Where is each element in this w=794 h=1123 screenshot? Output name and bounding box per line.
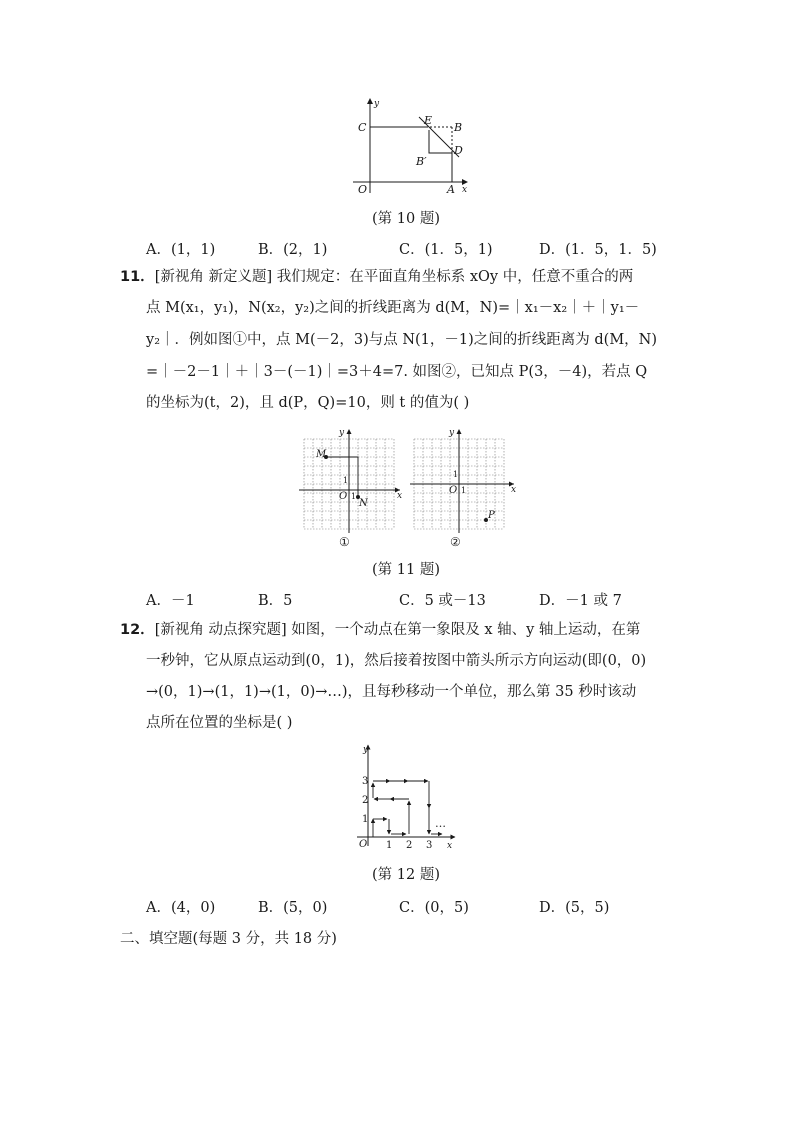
q11-caption: (第 11 题): [372, 562, 440, 578]
q11-option-c: C．5 或－13: [399, 593, 486, 609]
q10-option-a: A．(1，1): [146, 242, 216, 258]
q11-fig2-label-1y: 1: [453, 470, 459, 479]
q10-label-Bprime: B′: [416, 155, 427, 168]
q11-fig2-number: ②: [450, 535, 461, 549]
q10-option-b: B．(2，1): [258, 242, 328, 258]
q12-label-yt3: 3: [362, 776, 369, 787]
q12-option-b: B．(5，0): [258, 900, 328, 916]
q11-fig1-label-O: O: [339, 491, 348, 502]
q11-line-2: 点 M(x₁，y₁)，N(x₂，y₂)之间的折线距离为 d(M，N)=｜x₁－x₂｜＋｜y₁－: [146, 300, 640, 316]
q10-label-y: y: [374, 99, 380, 109]
q11-line-4: =｜－2－1｜＋｜3－(－1)｜=3＋4=7. 如图②，已知点 P(3，－4)，若点 Q: [146, 364, 648, 380]
q10-label-x: x: [462, 185, 468, 195]
q11-option-d: D．－1 或 7: [539, 593, 622, 609]
q10-label-A: A: [447, 183, 455, 196]
q11-line-5: 的坐标为(t，2)，且 d(P，Q)=10，则 t 的值为( ): [146, 395, 470, 411]
q10-label-O: O: [358, 183, 368, 196]
q12-label-t1: 1: [386, 840, 393, 851]
q11-figure-1: [296, 425, 406, 550]
q12-label-yt1: 1: [362, 814, 369, 825]
q10-label-E: E: [424, 114, 433, 127]
q12-label-yt2: 2: [362, 795, 369, 806]
q11-fig1-label-N: N: [359, 498, 368, 509]
q12-figure: [345, 742, 465, 854]
q11-number: 11．: [120, 269, 155, 285]
q10-label-C: C: [358, 121, 367, 134]
q10-label-D: D: [454, 144, 463, 157]
q12-block: [120, 620, 640, 640]
q11-fig1-number: ①: [339, 535, 350, 549]
q11-fig1-label-1y: 1: [343, 476, 349, 485]
q12-label-x: x: [447, 841, 453, 851]
q11-fig1-label-1x: 1: [351, 492, 357, 501]
q12-line-4: 点所在位置的坐标是( ): [146, 715, 293, 731]
q11-fig2-label-1x: 1: [461, 486, 467, 495]
q10-label-B: B: [454, 121, 463, 134]
q12-line-3: →(0，1)→(1，1)→(1，0)→…)，且每秒移动一个单位，那么第 35 秒时该动: [146, 684, 637, 700]
q12-label-t3: 3: [426, 840, 433, 851]
q12-line-1: [新视角 动点探究题] 如图，一个动点在第一象限及 x 轴、y 轴上运动，在第: [154, 622, 641, 638]
q11-figure-2: [408, 425, 520, 550]
q12-label-O: O: [359, 839, 368, 850]
q11-fig2-label-P: P: [488, 510, 495, 521]
q12-caption: (第 12 题): [372, 867, 440, 883]
q12-label-t2: 2: [406, 840, 413, 851]
q11-fig2-label-y: y: [449, 428, 455, 438]
q11-block: [120, 267, 633, 287]
section-title: 二、填空题(每题 3 分，共 18 分): [120, 931, 337, 947]
q12-line-2: 一秒钟，它从原点运动到(0，1)，然后接着按图中箭头所示方向运动(即(0，0): [146, 653, 647, 669]
q11-fig2-label-x: x: [511, 485, 517, 495]
q10-option-d: D．(1．5，1．5): [539, 242, 657, 258]
q11-line-3: y₂｜．例如图①中，点 M(－2，3)与点 N(1，－1)之间的折线距离为 d(M，N): [146, 332, 658, 348]
q11-line-1: [新视角 新定义题] 我们规定：在平面直角坐标系 xOy 中，任意不重合的两: [154, 269, 634, 285]
q10-option-c: C．(1．5，1): [399, 242, 493, 258]
q10-caption: (第 10 题): [372, 211, 440, 227]
q11-fig2-label-O: O: [449, 485, 458, 496]
q12-number: 12．: [120, 622, 155, 638]
q12-option-c: C．(0，5): [399, 900, 469, 916]
q11-fig1-label-x: x: [397, 491, 403, 501]
q12-label-dots: …: [435, 817, 446, 830]
q12-label-y: y: [363, 745, 369, 755]
q12-option-d: D．(5，5): [539, 900, 610, 916]
q11-option-b: B．5: [258, 593, 293, 609]
q10-figure: [345, 95, 475, 197]
q11-option-a: A．－1: [146, 593, 195, 609]
q11-fig1-label-y: y: [339, 428, 345, 438]
q11-fig1-label-M: M: [316, 449, 327, 460]
q12-option-a: A．(4，0): [146, 900, 216, 916]
